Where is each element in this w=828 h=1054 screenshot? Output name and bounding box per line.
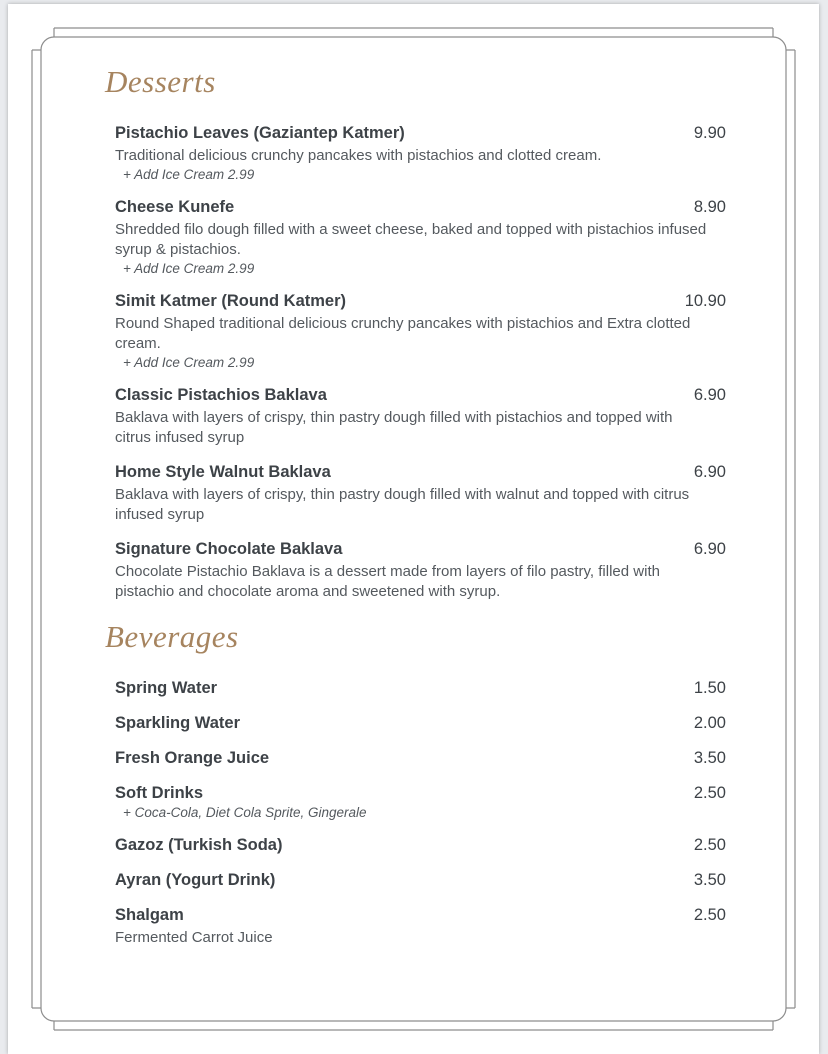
- item-name: Shalgam: [115, 906, 184, 924]
- item-name: Simit Katmer (Round Katmer): [115, 292, 347, 310]
- item-name: Classic Pistachios Baklava: [115, 386, 327, 404]
- menu-page: [8, 4, 819, 1054]
- item-description: Baklava with layers of crispy, thin pastry dough filled with pistachios and topped with citrus infused syrup: [115, 409, 673, 446]
- item-description: Round Shaped traditional delicious crunchy pancakes with pistachios and Extra clotted cream.: [115, 315, 691, 352]
- item-row: [115, 461, 726, 483]
- menu-item: [105, 677, 726, 699]
- menu-item: [105, 122, 726, 183]
- item-note: + Add Ice Cream 2.99: [123, 355, 255, 370]
- item-description: Shredded filo dough filled with a sweet cheese, baked and topped with pistachios infused syrup & pistachios.: [115, 221, 707, 258]
- item-row: [115, 538, 726, 560]
- item-row: [115, 904, 726, 926]
- menu-item: [105, 869, 726, 891]
- item-name: Gazoz (Turkish Soda): [115, 836, 283, 854]
- item-name: Fresh Orange Juice: [115, 749, 270, 767]
- menu-item: [105, 904, 726, 948]
- section-title: Desserts: [105, 64, 216, 99]
- item-price: 6.90: [693, 386, 726, 404]
- item-row: [115, 712, 726, 734]
- item-row: [115, 196, 726, 218]
- item-row: [115, 290, 726, 312]
- item-price: 2.00: [693, 714, 726, 732]
- item-name: Ayran (Yogurt Drink): [115, 871, 276, 889]
- menu-item: [105, 290, 726, 371]
- item-price: 9.90: [693, 124, 726, 142]
- item-name: Signature Chocolate Baklava: [115, 540, 343, 558]
- item-price: 2.50: [693, 784, 726, 802]
- menu-item: [105, 712, 726, 734]
- menu-content: [105, 60, 726, 961]
- item-price: 2.50: [693, 836, 726, 854]
- item-description: Traditional delicious crunchy pancakes with pistachios and clotted cream.: [115, 147, 602, 164]
- item-price: 3.50: [693, 871, 726, 889]
- item-row: [115, 747, 726, 769]
- item-price: 10.90: [684, 292, 726, 310]
- item-note: + Add Ice Cream 2.99: [123, 167, 255, 182]
- item-price: 6.90: [693, 540, 726, 558]
- menu-item: [105, 196, 726, 277]
- item-price: 3.50: [693, 749, 726, 767]
- menu-item: [105, 384, 726, 448]
- item-name: Cheese Kunefe: [115, 198, 235, 216]
- item-description: Baklava with layers of crispy, thin pastry dough filled with walnut and topped with citrus infused syrup: [115, 486, 690, 523]
- item-row: [115, 677, 726, 699]
- item-name: Soft Drinks: [115, 784, 204, 802]
- item-price: 1.50: [693, 679, 726, 697]
- menu-item: [105, 834, 726, 856]
- item-description: Fermented Carrot Juice: [115, 929, 273, 946]
- item-row: [115, 869, 726, 891]
- item-note: + Add Ice Cream 2.99: [123, 261, 255, 276]
- item-price: 8.90: [693, 198, 726, 216]
- menu-item: [105, 538, 726, 602]
- item-name: Spring Water: [115, 679, 218, 697]
- item-row: [115, 122, 726, 144]
- item-name: Pistachio Leaves (Gaziantep Katmer): [115, 124, 405, 142]
- menu-section: [105, 615, 726, 948]
- item-row: [115, 384, 726, 406]
- item-name: Sparkling Water: [115, 714, 240, 732]
- item-price: 6.90: [693, 463, 726, 481]
- menu-item: [105, 461, 726, 525]
- item-row: [115, 834, 726, 856]
- item-note: + Coca-Cola, Diet Cola Sprite, Gingerale: [123, 805, 367, 820]
- section-title: Beverages: [105, 619, 239, 654]
- menu-item: [105, 747, 726, 769]
- menu-section: [105, 60, 726, 602]
- item-description: Chocolate Pistachio Baklava is a dessert made from layers of filo pastry, filled with pistachio and chocolate aroma and sweetened with syrup.: [115, 563, 660, 600]
- item-price: 2.50: [693, 906, 726, 924]
- item-name: Home Style Walnut Baklava: [115, 463, 331, 481]
- item-row: [115, 782, 726, 804]
- menu-item: [105, 782, 726, 821]
